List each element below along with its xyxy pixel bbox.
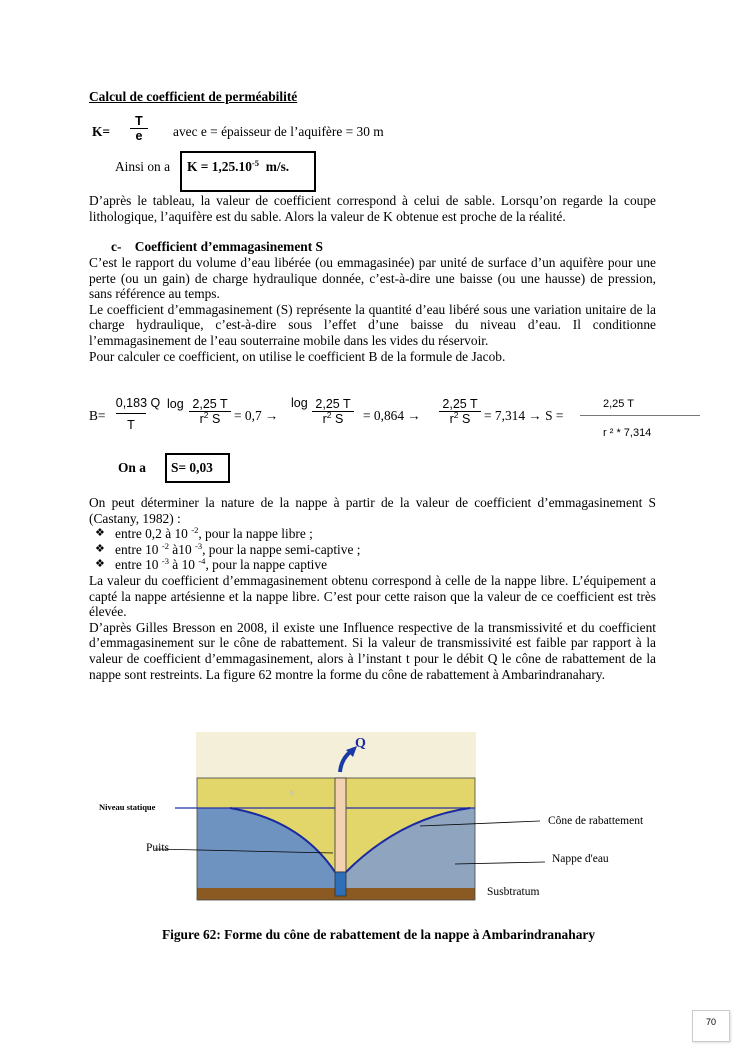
k-result-box [180, 151, 316, 192]
sky-area [196, 732, 476, 778]
text: entre 10 [115, 541, 162, 557]
f2-denominator [312, 412, 354, 426]
text: , pour la nappe semi-captive ; [202, 541, 361, 557]
s-numerator: 2,25 T [603, 398, 634, 410]
k-result-mantissa: K = 1,25.10 [187, 159, 252, 174]
well-casing [335, 778, 346, 872]
b-label: B= [89, 408, 106, 423]
exp: 2 [203, 410, 209, 420]
exp: -3 [161, 556, 169, 567]
f1-bar [116, 413, 146, 414]
exp: 2 [453, 410, 459, 420]
diamond-bullet-icon: ❖ [95, 542, 105, 555]
s-result-value: S= 0,03 [171, 460, 213, 475]
r: r [322, 412, 327, 426]
eq-0864: = 0,864 → [363, 408, 421, 423]
exp: -4 [198, 556, 206, 567]
bresson-text: D’après Gilles Bresson en 2008, il existe une Influence respective de la transmissivité et du coefficient d’emmagasinement sur le cône de rabattement. Si la valeur de transmissivité est faible par rapport à la valeur de coefficient d’emmagasinement, alors à l’instant t pour le débit Q le cône de rabattement de la nappe sont restreints. La figure 62 montre la forme du cône de rabattement à Ambarindranahary. [89, 619, 656, 682]
label-cone: Cône de rabattement [548, 815, 644, 827]
label-puits: Puits [146, 842, 170, 854]
list-item [89, 542, 656, 558]
section-heading-permeability: Calcul de coefficient de perméabilité [89, 89, 298, 104]
exp: -2 [161, 540, 169, 551]
s: S [212, 412, 221, 426]
k-result-prefix: Ainsi on a [115, 159, 171, 174]
k-fraction [130, 114, 148, 143]
f1-denominator: T [127, 418, 135, 432]
page-number: 70 [705, 1017, 716, 1027]
text: , pour la nappe libre ; [198, 526, 313, 542]
text: entre 10 [115, 557, 162, 573]
fraction-225t-r2s-2 [312, 397, 354, 426]
section-c-title: Coefficient d’emmagasinement S [134, 239, 323, 254]
paragraph-sable: D’après le tableau, la valeur de coefficient correspond à celui de sable. Lorsqu’on regarde la coupe lithologique, l’aquifère est du sable. Alors la valeur de K obtenue est proche de la réalité. [89, 193, 656, 224]
label-niveau-statique: Niveau statique [99, 802, 156, 812]
k-denominator: e [135, 129, 143, 143]
fraction-225t-r2s-3 [439, 397, 481, 426]
text: , pour la nappe captive [205, 557, 328, 573]
r: r [449, 412, 454, 426]
f2-numerator: 2,25 T [439, 397, 481, 412]
f2-numerator: 2,25 T [189, 397, 231, 412]
k-result-value [187, 159, 289, 175]
s: S [462, 412, 471, 426]
definition-text-1: C’est le rapport du volume d’eau libérée (ou emmagasinée) par unité de surface d’un aquifère pour une perte (ou un gain) de charge hydraulique donnée, c’est-à-dire une baisse (ou une hausse) de pression, sans référence au temps. [89, 255, 656, 302]
fraction-0183q-t [114, 396, 162, 432]
k-numerator: T [130, 114, 148, 129]
definition-text-3: Pour calculer ce coefficient, on utilise le coefficient B de la formule de Jacob. [89, 348, 506, 364]
s: S [335, 412, 344, 426]
f2-denominator [439, 412, 481, 426]
diamond-bullet-icon: ❖ [95, 558, 105, 571]
f2-numerator: 2,25 T [312, 397, 354, 412]
exp: 2 [326, 410, 332, 420]
s-result-prefix: On a [118, 460, 146, 475]
k-note: avec e = épaisseur de l’aquifère = 30 m [173, 124, 384, 139]
k-label: K= [92, 124, 111, 139]
section-c-marker: c- [111, 239, 122, 254]
well-water [335, 872, 346, 896]
s-result-box [165, 453, 230, 483]
page-number-box [692, 1010, 730, 1042]
nature-text: On peut déterminer la nature de la nappe à partir de la valeur de coefficient d’emmagasinement S (Castany, 1982) : [89, 495, 656, 526]
list-item [89, 557, 656, 573]
text: à10 [168, 541, 195, 557]
h-label: h [290, 789, 294, 797]
r: r [199, 412, 204, 426]
result-text: La valeur du coefficient d’emmagasinement obtenu correspond à celle de la nappe libre. L’équipement a capté la nappe artésienne et la nappe libre. C’est pour cette raison que la valeur de ce coefficient est très élevée. [89, 572, 656, 620]
k-result-unit: m/s. [265, 159, 290, 174]
text: entre 0,2 à 10 [115, 526, 192, 542]
label-nappe: Nappe d'eau [552, 853, 609, 865]
s-range-list [89, 526, 656, 573]
log-2: log [291, 396, 308, 410]
exp: -2 [191, 525, 199, 536]
list-item [89, 526, 656, 542]
label-substratum: Susbtratum [487, 886, 540, 898]
s-fraction-bar [580, 415, 700, 416]
s-denominator: r ² * 7,314 [603, 427, 652, 439]
text: à 10 [168, 557, 199, 573]
k-result-exponent: -5 [251, 158, 260, 168]
figure-caption: Figure 62: Forme du cône de rabattement de la nappe à Ambarindranahary [161, 927, 596, 942]
definition-text-2: Le coefficient d’emmagasinement (S) représente la quantité d’eau libéré sous une variation unitaire de la charge hydraulique, c’est-à-dire sous l’effet d’une baisse du niveau d’eau. Il conditionne l’emmagasinement de l’eau souterraine mobile dans les vides du réservoir. [89, 301, 656, 348]
paragraph-definition [89, 255, 656, 364]
f1-numerator: 0,183 Q [115, 396, 161, 410]
eq-07: = 0,7 → [234, 408, 279, 423]
fraction-225t-r2s-1 [189, 397, 231, 426]
paragraph-nature [89, 495, 656, 682]
f2-denominator [189, 412, 231, 426]
log-1: log [167, 397, 184, 411]
exp: -3 [194, 540, 203, 551]
diamond-bullet-icon: ❖ [95, 527, 105, 540]
section-c-heading [111, 239, 323, 255]
q-label: Q [355, 736, 366, 751]
eq-7314: = 7,314 → S = [484, 408, 564, 423]
